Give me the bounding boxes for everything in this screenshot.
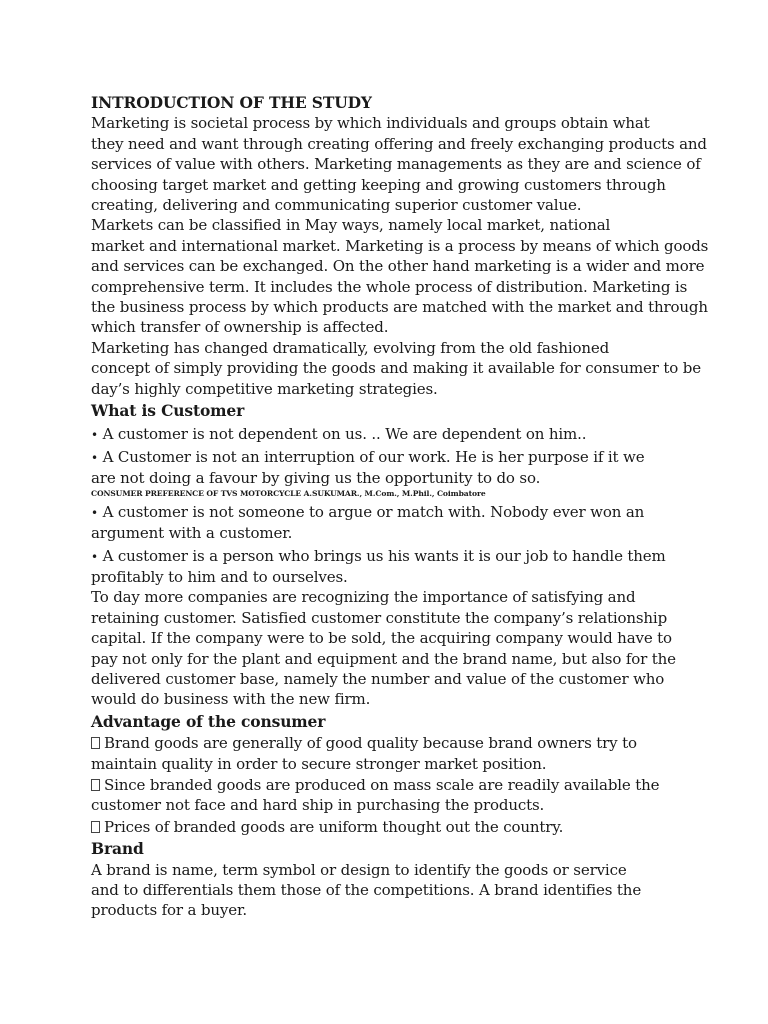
bullet-item bbox=[91, 424, 731, 445]
heading-brand: Brand bbox=[91, 839, 144, 859]
advantage-text: Prices of branded goods are uniform thought out the country. bbox=[104, 817, 564, 836]
advantage-item bbox=[91, 817, 731, 837]
bullet-item bbox=[91, 447, 731, 489]
paragraph-marketing-changed bbox=[91, 338, 731, 399]
advantage-list bbox=[91, 733, 731, 837]
text-line: Marketing has changed dramatically, evolving from the old fashioned bbox=[91, 338, 610, 357]
bullet-icon: • bbox=[91, 549, 98, 564]
bullet-text: A Customer is not an interruption of our work. He is her purpose if it we bbox=[102, 447, 645, 466]
bullet-icon: • bbox=[91, 450, 98, 465]
heading-advantage: Advantage of the consumer bbox=[91, 711, 326, 731]
text-line: which transfer of ownership is affected. bbox=[91, 318, 389, 337]
heading-introduction: INTRODUCTION OF THE STUDY bbox=[91, 93, 372, 112]
box-bullet-icon bbox=[91, 821, 100, 833]
bullet-text: profitably to him and to ourselves. bbox=[91, 567, 348, 586]
advantage-text: Since branded goods are produced on mass scale are readily available the bbox=[104, 776, 660, 794]
text-line: would do business with the new firm. bbox=[91, 690, 371, 709]
advantage-text: Brand goods are generally of good quality because brand owners try to bbox=[104, 734, 637, 753]
advantage-item bbox=[91, 733, 731, 774]
bullet-text: argument with a customer. bbox=[91, 524, 293, 543]
document-body bbox=[91, 93, 731, 921]
bullet-text: are not doing a favour by giving us the opportunity to do so. bbox=[91, 469, 541, 488]
bullet-text: A customer is not dependent on us. .. We are dependent on him.. bbox=[102, 424, 587, 443]
text-line: creating, delivering and communicating superior customer value. bbox=[91, 196, 582, 215]
paragraph-marketing-definition bbox=[91, 113, 731, 215]
text-line: they need and want through creating offering and freely exchanging products and bbox=[91, 134, 707, 153]
bullet-text: A customer is a person who brings us his wants it is our job to handle them bbox=[102, 546, 666, 565]
text-line: delivered customer base, namely the number and value of the customer who bbox=[91, 669, 665, 688]
text-line: the business process by which products are matched with the market and through bbox=[91, 298, 708, 317]
advantage-text: maintain quality in order to secure stronger market position. bbox=[91, 754, 547, 773]
text-line: Markets can be classified in May ways, namely local market, national bbox=[91, 216, 611, 235]
bullet-icon: • bbox=[91, 505, 98, 520]
text-line: pay not only for the plant and equipment and the brand name, but also for the bbox=[91, 649, 676, 668]
text-line: comprehensive term. It includes the whole process of distribution. Marketing is bbox=[91, 277, 688, 296]
text-line: Marketing is societal process by which individuals and groups obtain what bbox=[91, 114, 650, 133]
paragraph-markets-classification bbox=[91, 215, 731, 337]
bullet-item bbox=[91, 502, 731, 544]
heading-what-is-customer: What is Customer bbox=[91, 401, 245, 421]
text-line: A brand is name, term symbol or design to identify the goods or service bbox=[91, 860, 627, 879]
text-line: retaining customer. Satisfied customer constitute the company’s relationship bbox=[91, 608, 668, 627]
text-line: concept of simply providing the goods and making it available for consumer to be bbox=[91, 359, 701, 378]
bullet-item bbox=[91, 546, 731, 588]
advantage-text: customer not face and hard ship in purchasing the products. bbox=[91, 796, 545, 815]
text-line: day’s highly competitive marketing strategies. bbox=[91, 379, 438, 398]
bullet-text: A customer is not someone to argue or match with. Nobody ever won an bbox=[102, 502, 645, 521]
bullet-icon: • bbox=[91, 427, 98, 442]
text-line: capital. If the company were to be sold, the acquiring company would have to bbox=[91, 629, 672, 648]
customer-bullets-b bbox=[91, 502, 731, 588]
text-line: market and international market. Marketing is a process by means of which goods bbox=[91, 236, 709, 255]
paragraph-brand-definition bbox=[91, 860, 731, 921]
box-bullet-icon bbox=[91, 779, 100, 791]
running-header: CONSUMER PREFERENCE OF TVS MOTORCYCLE A.SUKUMAR., M.Com., M.Phil., Coimbatore bbox=[91, 488, 486, 498]
customer-bullets-a bbox=[91, 424, 731, 489]
text-line: services of value with others. Marketing managements as they are and science of bbox=[91, 155, 701, 174]
text-line: and services can be exchanged. On the other hand marketing is a wider and more bbox=[91, 257, 705, 276]
text-line: and to differentials them those of the competitions. A brand identifies the bbox=[91, 881, 642, 900]
box-bullet-icon bbox=[91, 737, 100, 749]
text-line: products for a buyer. bbox=[91, 901, 247, 920]
advantage-item bbox=[91, 775, 731, 816]
text-line: To day more companies are recognizing the importance of satisfying and bbox=[91, 588, 636, 607]
text-line: choosing target market and getting keeping and growing customers through bbox=[91, 175, 666, 194]
paragraph-customer-capital bbox=[91, 587, 731, 709]
